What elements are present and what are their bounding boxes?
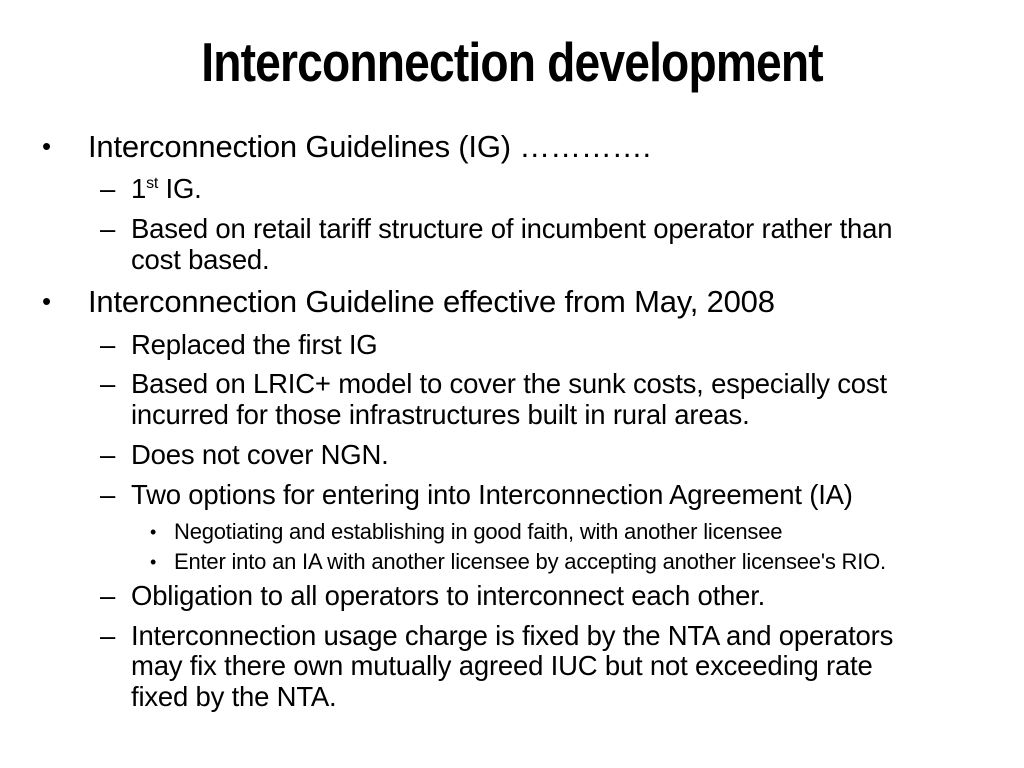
bullet-text: Enter into an IA with another licensee by accepting another licensee's RIO. [174, 549, 886, 575]
bullet-item [150, 550, 964, 575]
dash-marker-icon: – [100, 619, 116, 651]
slide-body [0, 130, 1024, 713]
bullet-text: Two options for entering into Interconnection Agreement (IA) [131, 478, 853, 510]
dash-marker-icon: – [100, 438, 116, 470]
bullet-item [100, 330, 964, 361]
text-line: Based on LRIC+ model to cover the sunk costs, especially cost [131, 368, 887, 400]
bullet-item [100, 174, 964, 205]
bullet-text: Obligation to all operators to interconnect each other. [131, 579, 766, 611]
bullet-item [100, 440, 964, 471]
text-line: incurred for those infrastructures built in rural areas. [131, 399, 750, 431]
bullet-text [131, 174, 964, 205]
bullet-text [131, 214, 964, 276]
bullet-marker-icon: • [42, 130, 51, 161]
text-line: Based on retail tariff structure of incumbent operator rather than [131, 213, 893, 245]
dash-marker-icon: – [100, 328, 116, 360]
bullet-text: Interconnection Guidelines (IG) …………. [88, 128, 651, 164]
bullet-text: Negotiating and establishing in good faith, with another licensee [174, 518, 783, 544]
bullet-item [100, 369, 964, 431]
text-line: Interconnection usage charge is fixed by the NTA and operators [131, 619, 894, 651]
bullet-item [150, 520, 964, 545]
bullet-marker-icon: • [150, 521, 157, 542]
bullet-text-rest: IG. [158, 173, 202, 205]
slide-title [0, 31, 1024, 93]
text-line: cost based. [131, 244, 270, 276]
dash-marker-icon: – [100, 478, 116, 510]
dash-marker-icon: – [100, 579, 116, 611]
bullet-marker-icon: • [150, 552, 157, 573]
bullet-item [42, 285, 964, 320]
bullet-marker-icon: • [42, 285, 51, 316]
bullet-item [100, 581, 964, 612]
bullet-text [131, 621, 964, 713]
bullet-item [42, 130, 964, 165]
bullet-item [100, 214, 964, 276]
bullet-text [131, 369, 964, 431]
bullet-text: Interconnection Guideline effective from May, 2008 [88, 283, 775, 319]
bullet-text: Does not cover NGN. [131, 438, 389, 470]
bullet-item [100, 621, 964, 713]
bullet-text: Replaced the first IG [131, 328, 378, 360]
slide-title-text: Interconnection development [201, 31, 823, 93]
bullet-item [100, 480, 964, 511]
text-line: fixed by the NTA. [131, 681, 337, 713]
ordinal-superscript: st [146, 175, 159, 193]
dash-marker-icon: – [100, 173, 116, 205]
ordinal-number: 1 [131, 173, 147, 205]
dash-marker-icon: – [100, 213, 116, 245]
text-line: may fix there own mutually agreed IUC but not exceeding rate [131, 650, 873, 682]
dash-marker-icon: – [100, 368, 116, 400]
